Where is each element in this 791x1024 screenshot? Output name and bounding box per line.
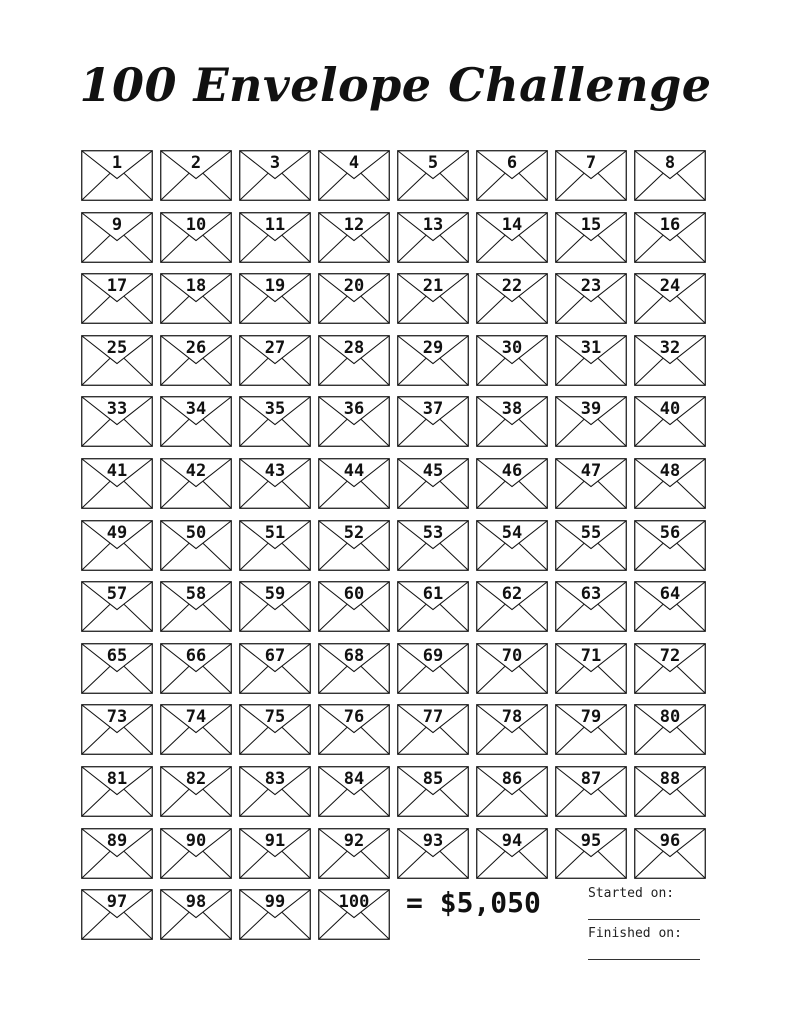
envelope[interactable]: [397, 273, 469, 324]
envelope[interactable]: [318, 396, 390, 447]
envelope[interactable]: [318, 520, 390, 571]
envelope[interactable]: [397, 643, 469, 694]
envelope-number: 21: [422, 276, 444, 296]
envelope[interactable]: [555, 396, 627, 447]
envelope[interactable]: [555, 581, 627, 632]
envelope-number: 78: [501, 707, 523, 727]
envelope-number: 28: [343, 338, 365, 358]
envelope[interactable]: [239, 212, 311, 263]
envelope[interactable]: [160, 704, 232, 755]
envelope-number: 75: [264, 707, 286, 727]
envelope-number: 6: [506, 153, 518, 173]
envelope[interactable]: [160, 828, 232, 879]
envelope-number: 87: [580, 769, 602, 789]
envelope[interactable]: [239, 643, 311, 694]
envelope-number: 7: [585, 153, 597, 173]
envelope-number: 76: [343, 707, 365, 727]
envelope[interactable]: [476, 766, 548, 817]
envelope[interactable]: [634, 643, 706, 694]
envelope[interactable]: [318, 643, 390, 694]
envelope-number: 79: [580, 707, 602, 727]
finished-on-field[interactable]: [588, 941, 700, 960]
envelope-number: 12: [343, 215, 365, 235]
envelope[interactable]: [160, 520, 232, 571]
envelope-number: 99: [264, 892, 286, 912]
envelope[interactable]: [239, 766, 311, 817]
envelope[interactable]: [81, 212, 153, 263]
envelope-number: 94: [501, 831, 523, 851]
envelope[interactable]: [476, 273, 548, 324]
page-title: 100 Envelope Challenge: [79, 58, 712, 112]
envelope[interactable]: [239, 335, 311, 386]
envelope-number: 53: [422, 523, 444, 543]
envelope-number: 5: [427, 153, 439, 173]
envelope[interactable]: [397, 458, 469, 509]
envelope[interactable]: [397, 704, 469, 755]
envelope[interactable]: [160, 766, 232, 817]
envelope-number: 37: [422, 399, 444, 419]
envelope[interactable]: [634, 581, 706, 632]
envelope-number: 31: [580, 338, 602, 358]
started-on-label: Started on:: [588, 886, 675, 901]
envelope[interactable]: [634, 150, 706, 201]
envelope-number: 100: [338, 892, 370, 912]
envelope[interactable]: [318, 704, 390, 755]
envelope[interactable]: [239, 150, 311, 201]
total-amount: = $5,050: [406, 886, 541, 919]
envelope-number: 66: [185, 646, 207, 666]
envelope-number: 72: [659, 646, 681, 666]
envelope[interactable]: [476, 704, 548, 755]
envelope-number: 70: [501, 646, 523, 666]
envelope-number: 50: [185, 523, 207, 543]
envelope-number: 80: [659, 707, 681, 727]
envelope-number: 44: [343, 461, 365, 481]
envelope[interactable]: [476, 520, 548, 571]
envelope[interactable]: [634, 458, 706, 509]
envelope[interactable]: [318, 581, 390, 632]
finished-on-label: Finished on:: [588, 926, 682, 941]
envelope[interactable]: [634, 766, 706, 817]
envelope[interactable]: [160, 150, 232, 201]
envelope[interactable]: [239, 520, 311, 571]
envelope-number: 59: [264, 584, 286, 604]
envelope-number: 29: [422, 338, 444, 358]
envelope[interactable]: [318, 458, 390, 509]
envelope[interactable]: [476, 396, 548, 447]
envelope-number: 77: [422, 707, 444, 727]
envelope-number: 32: [659, 338, 681, 358]
envelope[interactable]: [81, 828, 153, 879]
envelope[interactable]: [81, 335, 153, 386]
envelope[interactable]: [160, 458, 232, 509]
envelope[interactable]: [81, 643, 153, 694]
envelope-number: 93: [422, 831, 444, 851]
envelope[interactable]: [555, 520, 627, 571]
envelope[interactable]: [476, 643, 548, 694]
envelope[interactable]: [634, 396, 706, 447]
envelope[interactable]: [476, 150, 548, 201]
envelope-number: 91: [264, 831, 286, 851]
envelope[interactable]: [318, 273, 390, 324]
envelope-number: 13: [422, 215, 444, 235]
envelope-number: 71: [580, 646, 602, 666]
envelope-number: 54: [501, 523, 523, 543]
envelope[interactable]: [81, 581, 153, 632]
envelope[interactable]: [81, 766, 153, 817]
envelope-number: 25: [106, 338, 128, 358]
envelope[interactable]: [476, 212, 548, 263]
envelope[interactable]: [81, 150, 153, 201]
envelope-number: 33: [106, 399, 128, 419]
envelope-number: 83: [264, 769, 286, 789]
envelope[interactable]: [476, 458, 548, 509]
envelope[interactable]: [81, 889, 153, 940]
envelope[interactable]: [81, 458, 153, 509]
envelope[interactable]: [318, 335, 390, 386]
envelope[interactable]: [555, 150, 627, 201]
started-on-field[interactable]: [588, 901, 700, 920]
envelope-number: 15: [580, 215, 602, 235]
envelope-number: 89: [106, 831, 128, 851]
envelope-number: 1: [111, 153, 123, 173]
envelope-number: 20: [343, 276, 365, 296]
envelope-number: 74: [185, 707, 207, 727]
envelope-number: 4: [348, 153, 360, 173]
envelope[interactable]: [160, 273, 232, 324]
envelope-number: 52: [343, 523, 365, 543]
envelope[interactable]: [634, 520, 706, 571]
envelope[interactable]: [555, 458, 627, 509]
envelope-number: 68: [343, 646, 365, 666]
envelope[interactable]: [160, 643, 232, 694]
date-fields: [588, 886, 708, 966]
envelope[interactable]: [555, 212, 627, 263]
envelope[interactable]: [634, 335, 706, 386]
envelope[interactable]: [476, 335, 548, 386]
envelope-number: 36: [343, 399, 365, 419]
envelope-number: 41: [106, 461, 128, 481]
envelope[interactable]: [81, 520, 153, 571]
envelope[interactable]: [160, 396, 232, 447]
envelope-number: 45: [422, 461, 444, 481]
envelope[interactable]: [81, 704, 153, 755]
envelope-number: 97: [106, 892, 128, 912]
envelope-number: 39: [580, 399, 602, 419]
envelope[interactable]: [397, 335, 469, 386]
envelope[interactable]: [239, 828, 311, 879]
envelope-number: 26: [185, 338, 207, 358]
envelope[interactable]: [318, 828, 390, 879]
envelope[interactable]: [239, 273, 311, 324]
envelope-number: 14: [501, 215, 523, 235]
envelope-number: 24: [659, 276, 681, 296]
envelope-number: 64: [659, 584, 681, 604]
envelope[interactable]: [81, 273, 153, 324]
envelope[interactable]: [634, 828, 706, 879]
envelope[interactable]: [555, 273, 627, 324]
envelope[interactable]: [555, 643, 627, 694]
envelope-number: 65: [106, 646, 128, 666]
envelope-number: 46: [501, 461, 523, 481]
envelope[interactable]: [634, 273, 706, 324]
envelope-number: 98: [185, 892, 207, 912]
envelope-number: 62: [501, 584, 523, 604]
envelope[interactable]: [318, 889, 390, 940]
envelope-number: 56: [659, 523, 681, 543]
envelope[interactable]: [239, 704, 311, 755]
envelope[interactable]: [555, 704, 627, 755]
envelope[interactable]: [239, 396, 311, 447]
envelope-number: 73: [106, 707, 128, 727]
envelope-number: 16: [659, 215, 681, 235]
envelope-number: 17: [106, 276, 128, 296]
envelope[interactable]: [476, 828, 548, 879]
envelope-number: 18: [185, 276, 207, 296]
envelope-number: 57: [106, 584, 128, 604]
envelope-number: 27: [264, 338, 286, 358]
envelope[interactable]: [318, 212, 390, 263]
envelope[interactable]: [318, 150, 390, 201]
envelope-number: 51: [264, 523, 286, 543]
envelope[interactable]: [81, 396, 153, 447]
envelope[interactable]: [555, 828, 627, 879]
envelope-number: 88: [659, 769, 681, 789]
envelope-number: 84: [343, 769, 365, 789]
envelope[interactable]: [397, 828, 469, 879]
envelope[interactable]: [318, 766, 390, 817]
envelope-number: 11: [264, 215, 286, 235]
envelope[interactable]: [160, 212, 232, 263]
envelope-number: 22: [501, 276, 523, 296]
envelope-number: 2: [190, 153, 202, 173]
envelope[interactable]: [239, 458, 311, 509]
envelope-number: 47: [580, 461, 602, 481]
envelope-number: 90: [185, 831, 207, 851]
envelope[interactable]: [239, 581, 311, 632]
envelope-number: 10: [185, 215, 207, 235]
envelope-number: 92: [343, 831, 365, 851]
envelope[interactable]: [397, 150, 469, 201]
envelope[interactable]: [555, 766, 627, 817]
envelope[interactable]: [397, 396, 469, 447]
envelope-number: 23: [580, 276, 602, 296]
envelope[interactable]: [634, 212, 706, 263]
envelope[interactable]: [397, 212, 469, 263]
envelope[interactable]: [160, 335, 232, 386]
envelope-number: 3: [269, 153, 281, 173]
envelope-number: 49: [106, 523, 128, 543]
envelope-number: 34: [185, 399, 207, 419]
envelope-number: 61: [422, 584, 444, 604]
envelope[interactable]: [397, 581, 469, 632]
envelope-number: 35: [264, 399, 286, 419]
envelope-number: 67: [264, 646, 286, 666]
envelope-number: 30: [501, 338, 523, 358]
envelope-number: 58: [185, 584, 207, 604]
envelope-number: 19: [264, 276, 286, 296]
envelope-number: 86: [501, 769, 523, 789]
envelope-number: 60: [343, 584, 365, 604]
envelope-number: 9: [111, 215, 123, 235]
envelope[interactable]: [634, 704, 706, 755]
envelope[interactable]: [160, 581, 232, 632]
envelope-number: 40: [659, 399, 681, 419]
envelope[interactable]: [160, 889, 232, 940]
envelope[interactable]: [239, 889, 311, 940]
envelope-number: 63: [580, 584, 602, 604]
envelope-number: 96: [659, 831, 681, 851]
envelope[interactable]: [397, 766, 469, 817]
envelope-number: 69: [422, 646, 444, 666]
envelope-number: 81: [106, 769, 128, 789]
envelope[interactable]: [555, 335, 627, 386]
envelope-number: 48: [659, 461, 681, 481]
envelope-number: 42: [185, 461, 207, 481]
envelope-number: 55: [580, 523, 602, 543]
envelope-number: 43: [264, 461, 286, 481]
envelope[interactable]: [476, 581, 548, 632]
envelope-number: 85: [422, 769, 444, 789]
envelope-number: 82: [185, 769, 207, 789]
envelope[interactable]: [397, 520, 469, 571]
envelope-number: 38: [501, 399, 523, 419]
envelope-number: 95: [580, 831, 602, 851]
envelope-number: 8: [664, 153, 676, 173]
